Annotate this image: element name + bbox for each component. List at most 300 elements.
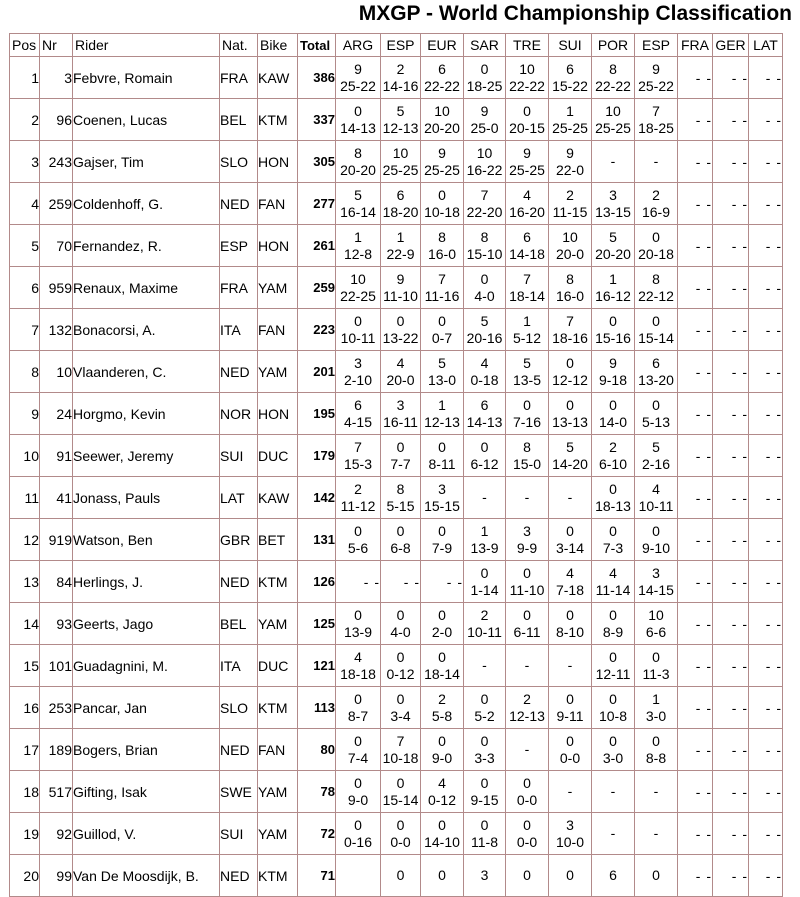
rider-bike: KAW (258, 57, 298, 99)
rider-number: 84 (40, 561, 73, 603)
rider-nationality: NED (220, 351, 258, 393)
race-results: - (653, 825, 659, 841)
gp-result-cell (506, 99, 549, 141)
rider-total-points: 121 (298, 645, 336, 687)
rider-name-link[interactable]: Pancar, Jan (73, 687, 220, 729)
gp-points: 0 (354, 102, 362, 119)
gp-result-empty: - - (749, 813, 783, 855)
gp-points: 10 (605, 102, 621, 119)
gp-result-cell (549, 729, 592, 771)
gp-points: 1 (354, 228, 362, 245)
race-results: 13-0 (427, 371, 457, 388)
col-header-gp[interactable]: ARG (336, 34, 381, 57)
col-header-pos[interactable]: Pos (10, 34, 40, 57)
table-row (10, 561, 783, 603)
gp-result-cell (381, 645, 421, 687)
race-results: 7-4 (347, 749, 369, 766)
col-header-gp[interactable]: GER (713, 34, 749, 57)
gp-result-cell (336, 99, 381, 141)
gp-points: 0 (523, 396, 531, 413)
gp-result-empty: - - (381, 561, 421, 603)
gp-result-cell (592, 351, 635, 393)
race-results: 25-25 (424, 161, 460, 178)
rider-nationality: FRA (220, 57, 258, 99)
col-header-total[interactable]: Total (298, 34, 336, 57)
gp-result-cell (381, 729, 421, 771)
race-results: 20-20 (340, 161, 376, 178)
race-results: 14-13 (340, 119, 376, 136)
rider-bike: KTM (258, 855, 298, 897)
gp-result-cell (549, 561, 592, 603)
gp-points: 0 (354, 606, 362, 623)
gp-points: 7 (354, 438, 362, 455)
rider-position: 5 (10, 225, 40, 267)
gp-result-cell (336, 351, 381, 393)
rider-name-link[interactable]: Bogers, Brian (73, 729, 220, 771)
race-results: 7-9 (431, 539, 453, 556)
gp-result-cell (549, 771, 592, 813)
gp-result-empty: - - (713, 309, 749, 351)
col-header-nat[interactable]: Nat. (220, 34, 258, 57)
rider-name-link[interactable]: Fernandez, R. (73, 225, 220, 267)
gp-result-cell (506, 519, 549, 561)
table-row (10, 435, 783, 477)
rider-name-link[interactable]: Seewer, Jeremy (73, 435, 220, 477)
gp-result-cell (464, 351, 506, 393)
gp-result-cell (506, 477, 549, 519)
race-results: 0-18 (470, 371, 499, 388)
race-results: 20-15 (509, 119, 545, 136)
gp-result-cell (549, 99, 592, 141)
gp-result-cell (635, 645, 678, 687)
race-results: - (482, 489, 487, 505)
gp-points: 0 (480, 564, 489, 581)
race-results: 12-11 (595, 665, 631, 682)
race-results: 11-8 (471, 833, 498, 850)
gp-result-cell (549, 183, 592, 225)
race-results: - (567, 657, 573, 673)
gp-points: 0 (566, 606, 574, 623)
gp-result-cell (635, 561, 678, 603)
rider-nationality: FRA (220, 267, 258, 309)
gp-result-cell (381, 225, 421, 267)
gp-result-cell (506, 309, 549, 351)
race-results: 9-0 (431, 749, 453, 766)
gp-result-cell (635, 57, 678, 99)
rider-nationality: SWE (220, 771, 258, 813)
gp-result-cell (506, 57, 549, 99)
gp-result-cell (336, 477, 381, 519)
race-results: 4-0 (390, 623, 411, 640)
race-results: 20-0 (386, 371, 415, 388)
table-row (10, 99, 783, 141)
gp-result-cell (336, 393, 381, 435)
rider-position: 7 (10, 309, 40, 351)
race-results: 18-14 (424, 665, 460, 682)
race-results: 5-13 (641, 413, 671, 430)
gp-points: 1 (566, 102, 574, 119)
race-results: - (524, 489, 530, 505)
race-results: 11-12 (340, 497, 376, 514)
gp-points: 2 (609, 438, 617, 455)
gp-result-cell (421, 813, 464, 855)
gp-result-cell (592, 813, 635, 855)
gp-points: 1 (652, 690, 660, 707)
gp-result-cell (336, 225, 381, 267)
rider-position: 16 (10, 687, 40, 729)
gp-result-cell (506, 813, 549, 855)
gp-result-empty: - - (713, 267, 749, 309)
gp-points: 2 (354, 480, 362, 497)
race-results: 22-0 (555, 161, 585, 178)
gp-result-cell (635, 393, 678, 435)
gp-result-cell (381, 393, 421, 435)
gp-result-empty: - - (678, 603, 713, 645)
rider-total-points: 80 (298, 729, 336, 771)
gp-points: 1 (480, 522, 489, 539)
race-results: 8-9 (602, 623, 624, 640)
rider-name-link[interactable]: Coenen, Lucas (73, 99, 220, 141)
gp-points: 0 (480, 60, 489, 77)
col-header-gp[interactable]: ESP (381, 34, 421, 57)
race-results: 18-18 (340, 665, 376, 682)
rider-name-link[interactable]: Guillod, V. (73, 813, 220, 855)
gp-points: 7 (396, 732, 405, 749)
gp-points: 4 (354, 648, 362, 665)
gp-points: 5 (609, 228, 617, 245)
gp-result-empty: - - (713, 477, 749, 519)
gp-result-cell (635, 351, 678, 393)
rider-nationality: SLO (220, 141, 258, 183)
race-results: 11-3 (642, 665, 670, 682)
gp-result-cell (336, 519, 381, 561)
gp-result-cell (549, 477, 592, 519)
rider-position: 15 (10, 645, 40, 687)
gp-result-cell (464, 141, 506, 183)
gp-points: 0 (396, 816, 405, 833)
rider-name-link[interactable]: Coldenhoff, G. (73, 183, 220, 225)
gp-result-empty: - - (678, 477, 713, 519)
rider-total-points: 78 (298, 771, 336, 813)
race-results: 20-16 (466, 329, 503, 346)
gp-points: 9 (354, 60, 362, 77)
gp-result-empty: - - (678, 729, 713, 771)
gp-result-empty: - - (749, 309, 783, 351)
race-results: 22-22 (509, 77, 545, 94)
rider-name-link[interactable]: Watson, Ben (73, 519, 220, 561)
rider-name-link[interactable]: Bonacorsi, A. (73, 309, 220, 351)
gp-points: 8 (396, 480, 405, 497)
col-header-rider[interactable]: Rider (73, 34, 220, 57)
gp-result-cell (381, 687, 421, 729)
gp-result-empty: - - (749, 99, 783, 141)
rider-name-link[interactable]: Vlaanderen, C. (73, 351, 220, 393)
rider-total-points: 277 (298, 183, 336, 225)
gp-result-cell (421, 351, 464, 393)
race-results: 25-22 (638, 77, 674, 94)
gp-result-cell (381, 477, 421, 519)
gp-result-cell (506, 687, 549, 729)
rider-nationality: NED (220, 561, 258, 603)
col-header-gp[interactable]: SAR (464, 34, 506, 57)
rider-name-link[interactable]: Geerts, Jago (73, 603, 220, 645)
gp-points: 0 (566, 690, 574, 707)
gp-points: 0 (566, 522, 574, 539)
race-results: 0-0 (516, 791, 538, 808)
gp-result-cell (592, 57, 635, 99)
gp-result-cell (592, 603, 635, 645)
gp-result-empty: - - (749, 393, 783, 435)
gp-result-cell (635, 477, 678, 519)
table-row (10, 309, 783, 351)
gp-result-cell (592, 99, 635, 141)
gp-points: 7 (566, 312, 574, 329)
rider-nationality: LAT (220, 477, 258, 519)
rider-name-link[interactable]: Gajser, Tim (73, 141, 220, 183)
rider-bike: YAM (258, 813, 298, 855)
gp-points: 0 (396, 438, 405, 455)
gp-result-cell (592, 729, 635, 771)
gp-result-cell (592, 393, 635, 435)
gp-result-empty: - - (678, 813, 713, 855)
gp-result-empty: - - (713, 183, 749, 225)
race-results: - (610, 783, 616, 799)
col-header-nr[interactable]: Nr (40, 34, 73, 57)
col-header-gp[interactable]: EUR (421, 34, 464, 57)
gp-result-cell (592, 771, 635, 813)
rider-total-points: 201 (298, 351, 336, 393)
gp-points: 0 (523, 102, 531, 119)
gp-points: 0 (652, 522, 660, 539)
gp-result-empty: - - (749, 855, 783, 897)
gp-result-empty: - - (713, 99, 749, 141)
rider-total-points: 71 (298, 855, 336, 897)
rider-bike: YAM (258, 351, 298, 393)
gp-result-empty: - - (336, 561, 381, 603)
col-header-gp[interactable]: SUI (549, 34, 592, 57)
race-results: 14-18 (509, 245, 545, 262)
rider-name-link[interactable]: Renaux, Maxime (73, 267, 220, 309)
gp-result-cell (592, 561, 635, 603)
gp-result-empty: - - (713, 435, 749, 477)
race-results: 12-13 (382, 119, 419, 136)
gp-result-cell (635, 771, 678, 813)
race-results: 20-0 (555, 245, 585, 262)
gp-result-cell (506, 393, 549, 435)
col-header-bike[interactable]: Bike (258, 34, 298, 57)
rider-name-link[interactable]: Guadagnini, M. (73, 645, 220, 687)
gp-points: 4 (566, 564, 574, 581)
race-results: 2-0 (431, 623, 453, 640)
race-results: 14-15 (638, 581, 674, 598)
gp-result-cell (336, 771, 381, 813)
gp-result-empty: - - (749, 435, 783, 477)
rider-number: 517 (40, 771, 73, 813)
gp-result-cell (549, 519, 592, 561)
race-results: 13-5 (512, 371, 542, 388)
gp-result-cell (464, 645, 506, 687)
rider-position: 19 (10, 813, 40, 855)
gp-points: 5 (566, 438, 574, 455)
gp-points: 4 (480, 354, 489, 371)
table-row (10, 225, 783, 267)
race-results: 3-4 (390, 707, 411, 724)
gp-points: 3 (566, 816, 574, 833)
gp-points: 0 (480, 816, 489, 833)
gp-result-empty: - - (678, 519, 713, 561)
gp-points: 0 (652, 228, 660, 245)
gp-result-empty: - - (749, 351, 783, 393)
gp-points: 0 (354, 522, 362, 539)
gp-points: 0 (396, 606, 405, 623)
gp-points: 10 (562, 228, 578, 245)
gp-result-cell (549, 435, 592, 477)
gp-result-cell (592, 645, 635, 687)
race-results: 9-0 (347, 791, 369, 808)
table-row (10, 645, 783, 687)
table-row (10, 519, 783, 561)
rider-number: 96 (40, 99, 73, 141)
col-header-gp[interactable]: ESP (635, 34, 678, 57)
gp-result-cell (421, 393, 464, 435)
rider-number: 41 (40, 477, 73, 519)
gp-points: 9 (480, 102, 489, 119)
gp-result-empty: - - (749, 771, 783, 813)
rider-nationality: ITA (220, 309, 258, 351)
gp-points: 3 (354, 354, 362, 371)
gp-points: 6 (523, 228, 531, 245)
table-row (10, 351, 783, 393)
gp-result-cell (336, 603, 381, 645)
rider-name-link[interactable]: Febvre, Romain (73, 57, 220, 99)
rider-name-link[interactable]: Gifting, Isak (73, 771, 220, 813)
gp-result-cell (635, 99, 678, 141)
gp-result-cell (464, 477, 506, 519)
gp-result-cell (635, 267, 678, 309)
gp-result-cell (635, 729, 678, 771)
gp-result-empty: - - (713, 729, 749, 771)
gp-result-cell (549, 267, 592, 309)
gp-result-cell (592, 309, 635, 351)
gp-points: 2 (396, 60, 405, 77)
gp-points: 1 (396, 228, 405, 245)
rider-position: 1 (10, 57, 40, 99)
table-row (10, 603, 783, 645)
rider-name-link[interactable]: Herlings, J. (73, 561, 220, 603)
gp-points: 3 (396, 396, 405, 413)
gp-result-cell (464, 813, 506, 855)
gp-result-empty: - - (749, 603, 783, 645)
race-results: 5-15 (386, 497, 415, 514)
gp-points: 0 (523, 774, 531, 791)
race-results: - (653, 783, 659, 799)
gp-points: 0 (609, 690, 617, 707)
gp-points: 3 (609, 186, 617, 203)
gp-result-cell (506, 729, 549, 771)
gp-points: 8 (523, 438, 531, 455)
rider-total-points: 305 (298, 141, 336, 183)
rider-position: 3 (10, 141, 40, 183)
gp-points: 5 (652, 438, 660, 455)
gp-points: 0 (396, 867, 405, 883)
gp-result-cell (381, 57, 421, 99)
gp-result-cell (506, 183, 549, 225)
gp-points: 4 (438, 774, 446, 791)
rider-number: 243 (40, 141, 73, 183)
col-header-gp[interactable]: POR (592, 34, 635, 57)
gp-points: 0 (354, 312, 362, 329)
gp-result-cell (381, 267, 421, 309)
gp-result-cell (381, 603, 421, 645)
gp-points: 0 (652, 648, 660, 665)
rider-position: 18 (10, 771, 40, 813)
rider-nationality: NED (220, 855, 258, 897)
race-results: 10-0 (555, 833, 585, 850)
gp-result-empty: - - (713, 687, 749, 729)
rider-total-points: 126 (298, 561, 336, 603)
gp-points: 5 (438, 354, 446, 371)
rider-position: 11 (10, 477, 40, 519)
gp-result-cell (464, 855, 506, 897)
race-results: 1-14 (470, 581, 499, 598)
gp-points: 0 (438, 522, 446, 539)
table-row (10, 729, 783, 771)
race-results: 13-20 (638, 371, 674, 388)
race-results: 8-11 (428, 455, 456, 472)
gp-points: 0 (396, 522, 405, 539)
race-results: 7-3 (602, 539, 624, 556)
rider-name-link[interactable]: Jonass, Pauls (73, 477, 220, 519)
gp-result-empty: - - (678, 267, 713, 309)
gp-points: 6 (566, 60, 574, 77)
race-results: 9-11 (556, 707, 584, 724)
race-results: - (524, 741, 530, 757)
gp-result-cell (421, 309, 464, 351)
rider-number: 99 (40, 855, 73, 897)
rider-position: 9 (10, 393, 40, 435)
gp-result-cell (635, 519, 678, 561)
gp-result-cell (464, 99, 506, 141)
gp-result-cell (336, 813, 381, 855)
rider-bike: KTM (258, 687, 298, 729)
rider-nationality: SUI (220, 813, 258, 855)
race-results: - (653, 153, 659, 169)
race-results: 8-8 (645, 749, 667, 766)
gp-points: 10 (476, 144, 493, 161)
rider-number: 959 (40, 267, 73, 309)
gp-result-empty: - - (749, 519, 783, 561)
gp-result-cell (336, 687, 381, 729)
col-header-gp[interactable]: FRA (678, 34, 713, 57)
rider-name-link[interactable]: Horgmo, Kevin (73, 393, 220, 435)
rider-name-link[interactable]: Van De Moosdijk, B. (73, 855, 220, 897)
race-results: 11-10 (383, 287, 418, 304)
gp-result-cell (464, 561, 506, 603)
gp-result-empty: - - (749, 645, 783, 687)
race-results: - (482, 657, 487, 673)
col-header-gp[interactable]: TRE (506, 34, 549, 57)
gp-points: 6 (438, 60, 446, 77)
race-results: 9-9 (516, 539, 538, 556)
gp-points: 1 (438, 396, 446, 413)
gp-points: 2 (523, 690, 531, 707)
col-header-gp[interactable]: LAT (749, 34, 783, 57)
rider-number: 919 (40, 519, 73, 561)
rider-number: 101 (40, 645, 73, 687)
race-results: 9-18 (598, 371, 628, 388)
gp-points: 0 (396, 648, 405, 665)
gp-result-cell (635, 687, 678, 729)
